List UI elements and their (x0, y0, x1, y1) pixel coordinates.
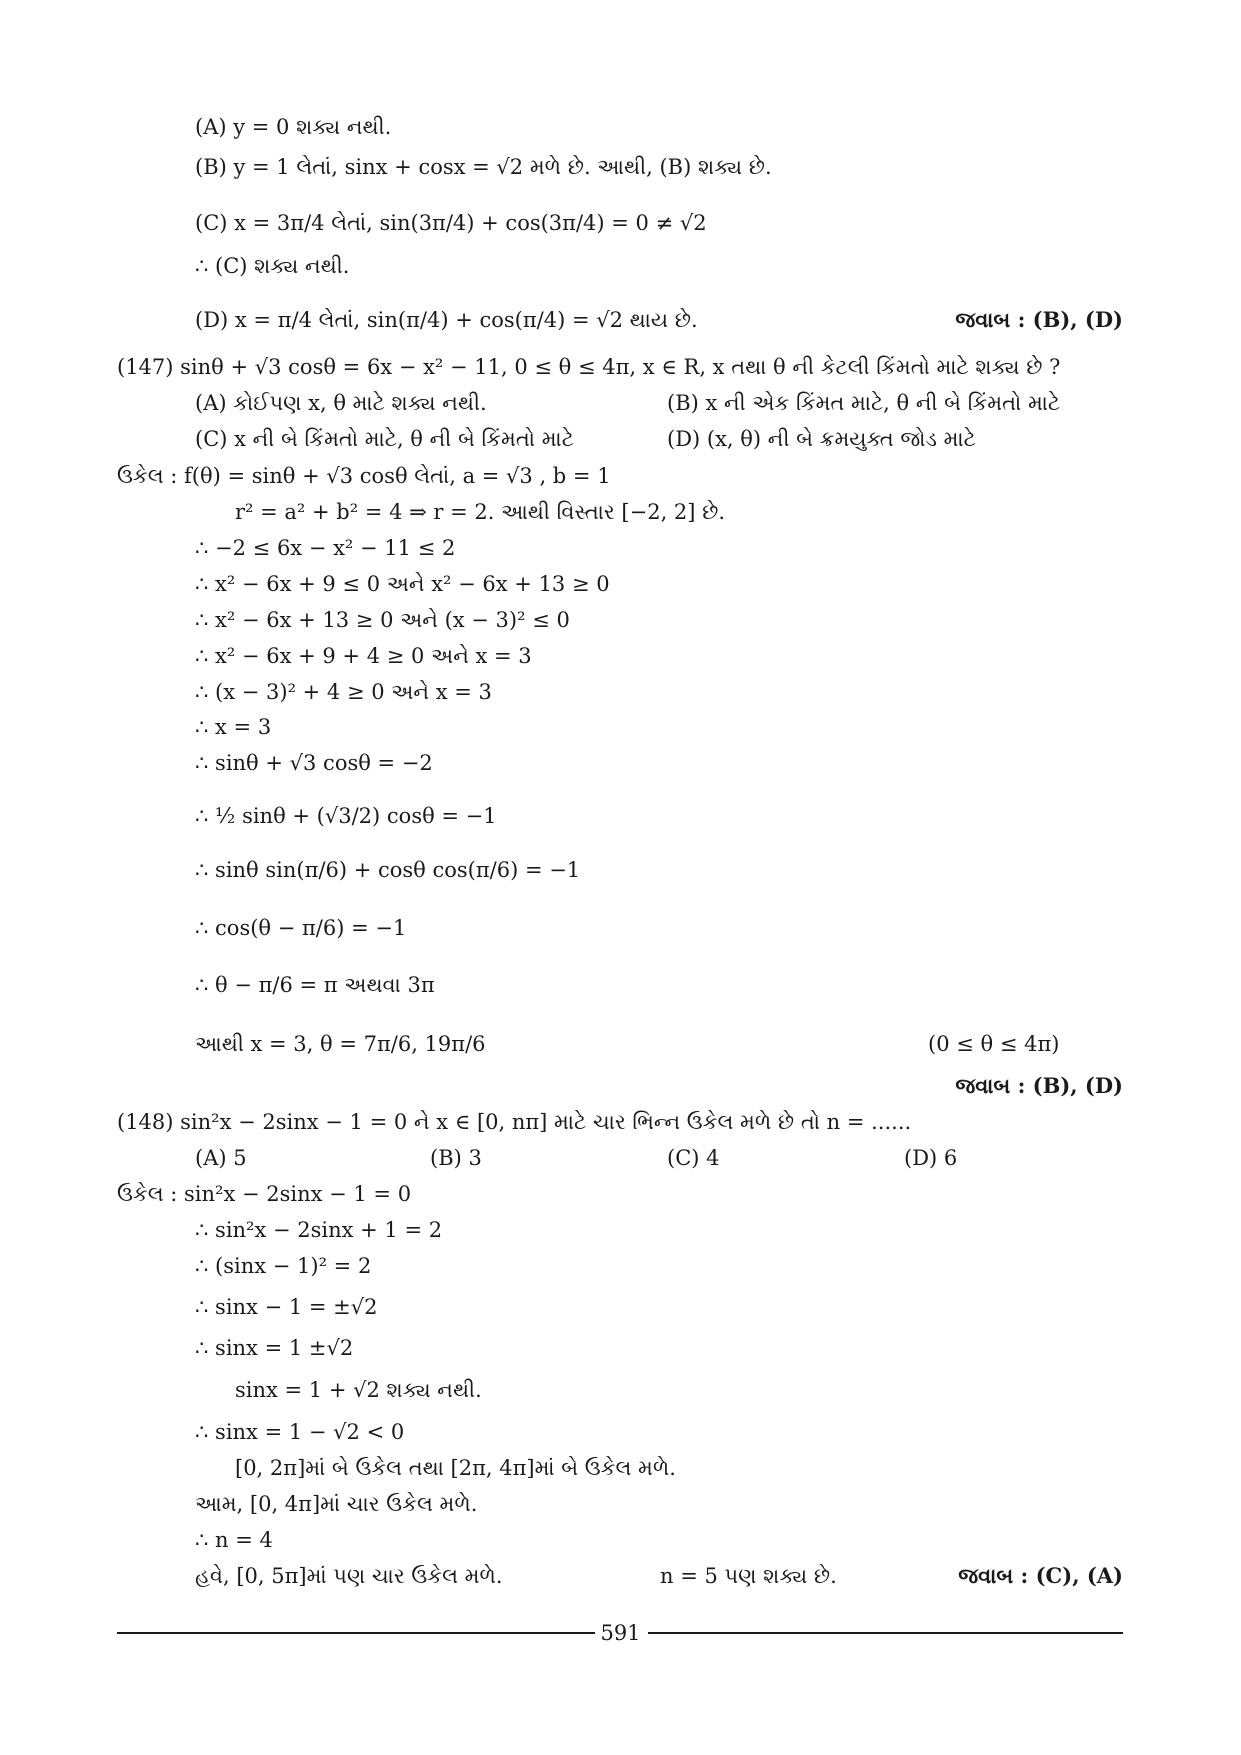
text-line: ∴ −2 ≤ 6x − x² − 11 ≤ 2 (195, 536, 456, 560)
text-line: (D) 6 (904, 1146, 958, 1170)
text-line: ∴ sinx = 1 ±√2 (195, 1336, 354, 1360)
text-line: (0 ≤ θ ≤ 4π) (928, 1032, 1060, 1056)
text-line: ∴ x = 3 (195, 715, 272, 739)
text-line: (D) x = π/4 લેતાં, sin(π/4) + cos(π/4) = √2 થાય છે. (195, 308, 698, 332)
text-line: આમ, [0, 4π]માં ચાર ઉકેલ મળે. (195, 1492, 478, 1516)
text-line: (B) x ની એક કિંમત માટે, θ ની બે કિંમતો માટે (667, 391, 1061, 415)
text-line: (A) 5 (195, 1146, 247, 1170)
text-line: sinx = 1 + √2 શક્ય નથી. (235, 1378, 482, 1402)
answer-label: જવાબ : (B), (D) (955, 307, 1123, 332)
page-number: 591 (600, 1621, 641, 1645)
text-line: ∴ x² − 6x + 13 ≥ 0 અને (x − 3)² ≤ 0 (195, 608, 570, 632)
text-line: ∴ sinθ + √3 cosθ = −2 (195, 751, 433, 775)
text-line: (B) 3 (430, 1146, 482, 1170)
answer-label: જવાબ : (C), (A) (958, 1563, 1123, 1588)
answer-label: જવાબ : (B), (D) (955, 1073, 1123, 1098)
text-line: હવે, [0, 5π]માં પણ ચાર ઉકેલ મળે. (195, 1564, 503, 1588)
text-line: (C) 4 (667, 1146, 720, 1170)
text-line: (A) y = 0 શક્ય નથી. (195, 115, 392, 139)
text-line: (D) (x, θ) ની બે ક્રમયુક્ત જોડ માટે (667, 427, 976, 451)
text-line: ∴ (x − 3)² + 4 ≥ 0 અને x = 3 (195, 680, 492, 704)
text-line: ઉકેલ : sin²x − 2sinx − 1 = 0 (117, 1182, 412, 1206)
text-line: ∴ sin²x − 2sinx + 1 = 2 (195, 1218, 443, 1242)
text-line: ∴ x² − 6x + 9 ≤ 0 અને x² − 6x + 13 ≥ 0 (195, 572, 610, 596)
text-line: (A) કોઈપણ x, θ માટે શક્ય નથી. (195, 391, 487, 415)
text-line: (148) sin²x − 2sinx − 1 = 0 ને x ∈ [0, nπ] માટે ચાર ભિન્ન ઉકેલ મળે છે તો n = ...... (117, 1110, 912, 1134)
text-line: ઉકેલ : f(θ) = sinθ + √3 cosθ લેતાં, a = √3 , b = 1 (117, 464, 611, 488)
text-line: (C) x ની બે કિંમતો માટે, θ ની બે કિંમતો માટે (195, 427, 574, 451)
text-line: ∴ (C) શક્ય નથી. (195, 254, 350, 278)
text-line: ∴ x² − 6x + 9 + 4 ≥ 0 અને x = 3 (195, 644, 532, 668)
text-line: ∴ cos(θ − π/6) = −1 (195, 916, 407, 940)
text-line: (B) y = 1 લેતાં, sinx + cosx = √2 મળે છે. આથી, (B) શક્ય છે. (195, 155, 772, 179)
text-line: n = 5 પણ શક્ય છે. (660, 1564, 837, 1588)
text-line: [0, 2π]માં બે ઉકેલ તથા [2π, 4π]માં બે ઉકેલ મળે. (235, 1456, 676, 1480)
text-line: આથી x = 3, θ = 7π/6, 19π/6 (195, 1032, 486, 1056)
text-line: ∴ n = 4 (195, 1528, 273, 1552)
text-line: ∴ sinθ sin(π/6) + cosθ cos(π/6) = −1 (195, 858, 581, 882)
text-line: r² = a² + b² = 4 ⇒ r = 2. આથી વિસ્તાર [−2, 2] છે. (235, 500, 726, 524)
text-line: (147) sinθ + √3 cosθ = 6x − x² − 11, 0 ≤ θ ≤ 4π, x ∈ R, x તથા θ ની કેટલી કિંમતો માટે શક્ય છે ? (117, 355, 1061, 379)
text-line: ∴ (sinx − 1)² = 2 (195, 1254, 372, 1278)
text-line: (C) x = 3π/4 લેતાં, sin(3π/4) + cos(3π/4) = 0 ≠ √2 (195, 211, 707, 235)
text-line: ∴ ½ sinθ + (√3/2) cosθ = −1 (195, 804, 497, 828)
text-line: ∴ sinx − 1 = ±√2 (195, 1295, 378, 1319)
text-line: ∴ sinx = 1 − √2 < 0 (195, 1420, 405, 1444)
text-line: ∴ θ − π/6 = π અથવા 3π (195, 973, 435, 997)
